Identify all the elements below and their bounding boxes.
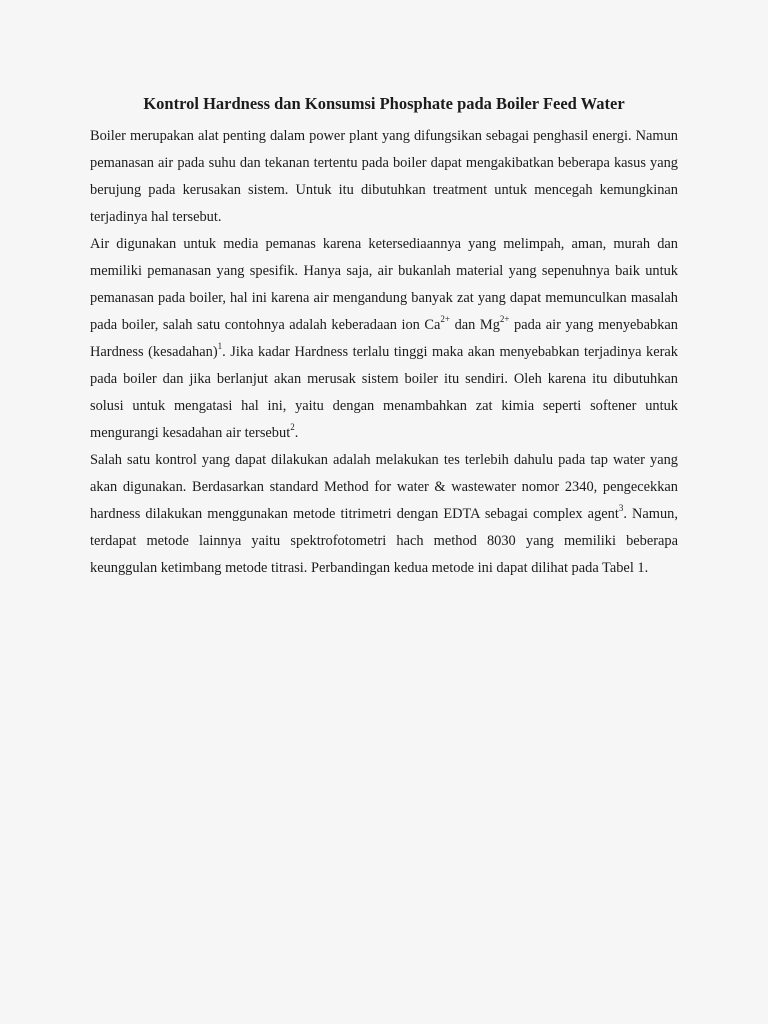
paragraph-1: [90, 123, 678, 231]
superscript-mg-charge: 2+: [499, 314, 510, 325]
citation-3: 3: [618, 503, 624, 514]
paragraph-2-text-d: . Jika kadar Hardness terlalu tinggi maka akan menyebabkan terjadinya kerak pada boiler dan jika berlanjut akan merusak sistem boiler itu sendiri. Oleh karena itu dibutuhkan solusi untuk mengatasi hal ini, yaitu dengan menambahkan zat kimia seperti softener untuk mengurangi kesadahan air tersebut: [90, 344, 678, 441]
citation-1: 1: [217, 341, 223, 352]
paragraph-3: [90, 447, 678, 582]
paragraph-2-text-a: Air digunakan untuk media pemanas karena ketersediaannya yang melimpah, aman, murah dan memiliki pemanasan yang spesifik. Hanya saja, air bukanlah material yang sepenuhnya baik untuk pemanasan pada boiler, hal ini karena air mengandung banyak zat yang dapat memunculkan masalah pada boiler, salah satu contohnya adalah keberadaan ion Ca: [90, 236, 678, 333]
paragraph-1-text: Boiler merupakan alat penting dalam power plant yang difungsikan sebagai penghasil energi. Namun pemanasan air pada suhu dan tekanan tertentu pada boiler dapat mengakibatkan beberapa kasus yang berujung pada kerusakan sistem. Untuk itu dibutuhkan treatment untuk mencegah kemungkinan terjadinya hal tersebut.: [90, 128, 678, 225]
paragraph-3-text-b: . Namun, terdapat metode lainnya yaitu spektrofotometri hach method 8030 yang memiliki beberapa keunggulan ketimbang metode titrasi. Perbandingan kedua metode ini dapat dilihat pada Tabel 1.: [90, 506, 678, 576]
superscript-ca-charge: 2+: [440, 314, 450, 325]
paragraph-2-text-c: pada air yang menyebabkan Hardness (kesadahan): [90, 317, 678, 360]
paragraph-2-text-b: dan Mg: [450, 317, 500, 333]
paragraph-2-text-e: .: [294, 425, 299, 441]
paragraph-3-text-a: Salah satu kontrol yang dapat dilakukan adalah melakukan tes terlebih dahulu pada tap water yang akan digunakan. Berdasarkan standard Method for water & wastewater nomor 2340, pengecekkan hardness dilakukan menggunakan metode titrimetri dengan EDTA sebagai complex agent: [90, 452, 678, 522]
paragraph-2: [90, 231, 678, 447]
citation-2: 2: [290, 422, 295, 433]
document-title: Kontrol Hardness dan Konsumsi Phosphate pada Boiler Feed Water: [143, 94, 625, 113]
